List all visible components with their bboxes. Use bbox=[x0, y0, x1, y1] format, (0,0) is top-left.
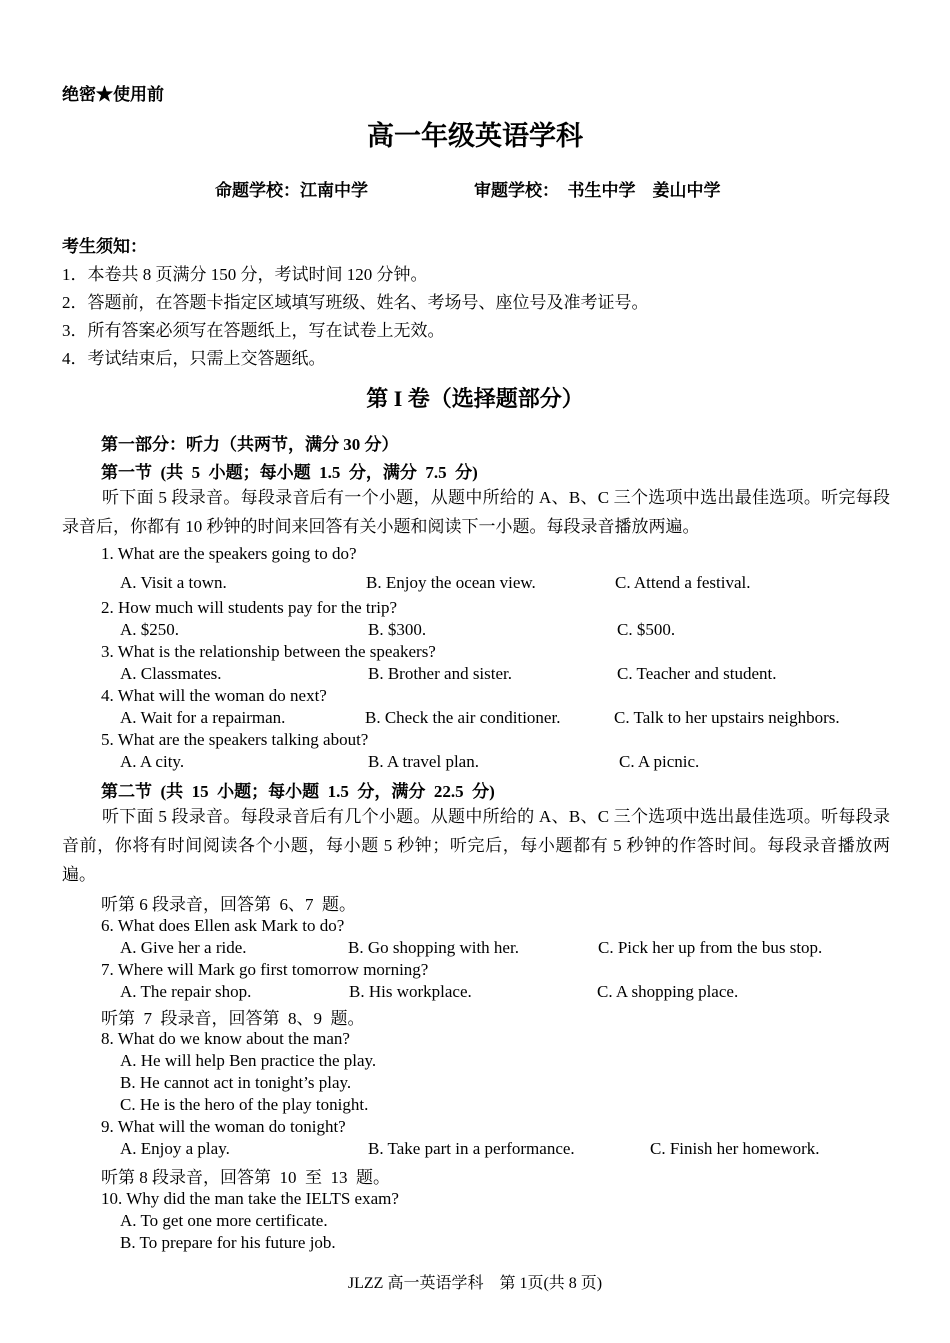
option-b: B. Enjoy the ocean view. bbox=[366, 573, 536, 592]
question-stem: 4. What will the woman do next? bbox=[101, 686, 327, 705]
option-b: B. He cannot act in tonight’s play. bbox=[120, 1073, 352, 1092]
option-a: A. $250. bbox=[120, 620, 180, 639]
option-b: B. Check the air conditioner. bbox=[365, 708, 561, 727]
notice-item: 1．本卷共 8 页满分 150 分，考试时间 120 分钟。 bbox=[62, 265, 428, 284]
confidential-mark: 绝密★使用前 bbox=[62, 85, 164, 104]
question-stem: 1. What are the speakers going to do? bbox=[101, 544, 357, 563]
question-stem: 9. What will the woman do tonight? bbox=[101, 1117, 346, 1136]
reviewer-school: 审题学校： 书生中学 姜山中学 bbox=[474, 181, 721, 200]
option-b: B. A travel plan. bbox=[368, 752, 479, 771]
page-title: 高一年级英语学科 bbox=[367, 121, 583, 151]
notice-item: 3．所有答案必须写在答题纸上，写在试卷上无效。 bbox=[62, 321, 445, 340]
question-stem: 7. Where will Mark go first tomorrow morning? bbox=[101, 960, 429, 979]
option-b: B. $300. bbox=[368, 620, 427, 639]
option-a: A. Wait for a repairman. bbox=[120, 708, 286, 727]
page-footer: JLZZ 高一英语学科 第 1页(共 8 页) bbox=[347, 1275, 603, 1292]
question-stem: 3. What is the relationship between the speakers? bbox=[101, 642, 436, 661]
option-c: C. He is the hero of the play tonight. bbox=[120, 1095, 369, 1114]
section2-instructions: 听下面 5 段录音。每段录音后有几个小题。从题中所给的 A、B、C 三个选项中选出最佳选项。听每段录音前，你将有时间阅读各个小题，每小题 5 秒钟；听完后，每小题都有 5 秒钟的作答时间。每段录音播放两遍。 bbox=[62, 807, 890, 884]
option-a: A. A city. bbox=[120, 752, 185, 771]
group-instruction: 听第 7 段录音，回答第 8、9 题。 bbox=[101, 1009, 365, 1028]
option-c: C. Finish her homework. bbox=[650, 1139, 820, 1158]
question-stem: 5. What are the speakers talking about? bbox=[101, 730, 369, 749]
option-c: C. Teacher and student. bbox=[617, 664, 777, 683]
option-a: A. Classmates. bbox=[120, 664, 222, 683]
option-c: C. $500. bbox=[617, 620, 676, 639]
notice-heading: 考生须知： bbox=[62, 237, 147, 256]
option-b: B. Brother and sister. bbox=[368, 664, 513, 683]
notice-item: 2．答题前，在答题卡指定区域填写班级、姓名、考场号、座位号及准考证号。 bbox=[62, 293, 649, 312]
question-stem: 6. What does Ellen ask Mark to do? bbox=[101, 916, 345, 935]
option-b: B. His workplace. bbox=[349, 982, 472, 1001]
option-c: C. A shopping place. bbox=[597, 982, 739, 1001]
option-b: B. Go shopping with her. bbox=[348, 938, 519, 957]
question-stem: 10. Why did the man take the IELTS exam? bbox=[101, 1189, 399, 1208]
option-c: C. Pick her up from the bus stop. bbox=[598, 938, 823, 957]
option-a: A. He will help Ben practice the play. bbox=[120, 1051, 377, 1070]
notice-item: 4．考试结束后，只需上交答题纸。 bbox=[62, 349, 326, 368]
option-a: A. Enjoy a play. bbox=[120, 1139, 230, 1158]
option-c: C. Talk to her upstairs neighbors. bbox=[614, 708, 840, 727]
option-a: A. The repair shop. bbox=[120, 982, 252, 1001]
section1-instructions: 听下面 5 段录音。每段录音后有一个小题，从题中所给的 A、B、C 三个选项中选出最佳选项。听完每段录音后，你都有 10 秒钟的时间来回答有关小题和阅读下一小题。每段录音播放两遍。 bbox=[62, 488, 890, 536]
option-b: B. To prepare for his future job. bbox=[120, 1233, 336, 1252]
question-stem: 8. What do we know about the man? bbox=[101, 1029, 350, 1048]
option-a: A. Visit a town. bbox=[120, 573, 227, 592]
group-instruction: 听第 6 段录音，回答第 6、7 题。 bbox=[101, 895, 356, 914]
proposer-school: 命题学校：江南中学 bbox=[215, 181, 368, 200]
section1-heading: 第一节 (共 5 小题；每小题 1.5 分，满分 7.5 分) bbox=[101, 463, 478, 482]
option-c: C. Attend a festival. bbox=[615, 573, 751, 592]
part1-heading: 第一部分：听力（共两节，满分 30 分） bbox=[101, 435, 399, 454]
option-b: B. Take part in a performance. bbox=[368, 1139, 575, 1158]
option-a: A. To get one more certificate. bbox=[120, 1211, 328, 1230]
option-c: C. A picnic. bbox=[619, 752, 700, 771]
question-stem: 2. How much will students pay for the trip? bbox=[101, 598, 398, 617]
section2-heading: 第二节 (共 15 小题；每小题 1.5 分，满分 22.5 分) bbox=[101, 782, 495, 801]
group-instruction: 听第 8 段录音，回答第 10 至 13 题。 bbox=[101, 1168, 390, 1187]
volume-title: 第 I 卷（选择题部分） bbox=[366, 386, 584, 411]
option-a: A. Give her a ride. bbox=[120, 938, 247, 957]
